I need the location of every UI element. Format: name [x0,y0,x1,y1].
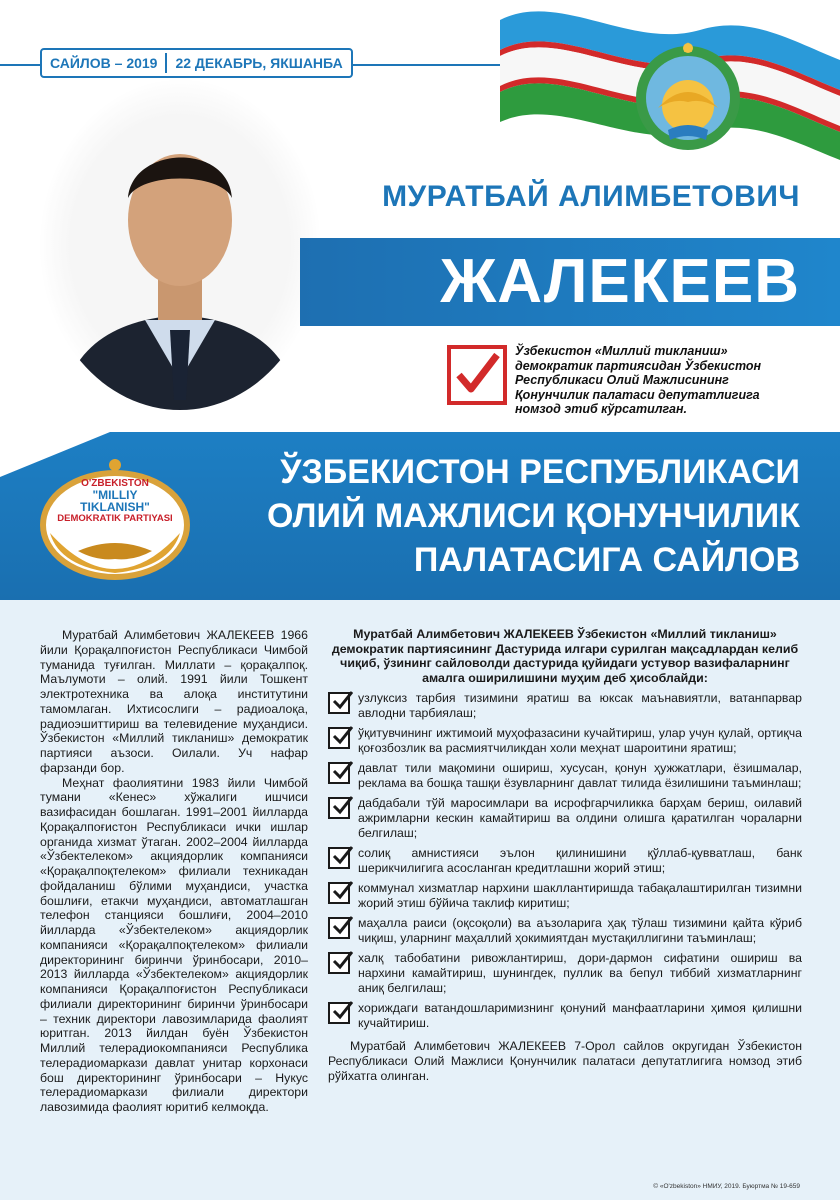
election-date: 22 ДЕКАБРЬ, ЯКШАНБА [175,55,343,71]
candidate-portrait [40,80,320,410]
check-icon [328,692,350,714]
biography-paragraph: Муратбай Алимбетович ЖАЛЕКЕЕВ 1966 йили Қорақалпоғистон Республикаси Чимбой туманида туғилган. Миллати – қорақалпоқ. Маълумоти – олий. 1991 йили Тошкент электротехника ва алоқа институтини тамомлаган. Ихтисослиги – радиоалоқа, радиоэшиттириш ва телевидение муҳандиси. Ўзбекистон «Миллий тикланиш» демократик партияси аъзоси. Оилали. Уч нафар фарзанди бор. [40,628,308,775]
program-item-text: хориждаги ватандошларимизнинг қонуний манфаатларини ҳимоя қилишни кучайтириш. [358,1001,802,1030]
program-item-text: солиқ амнистияси эълон қилинишини қўллаб-қувватлаш, банк шерикчилигига асосланган кредитлашни жорий этиш; [358,846,802,875]
party-logo-line1: O'ZBEKISTON [81,478,149,489]
registration-statement: Муратбай Алимбетович ЖАЛЕКЕЕВ 7-Орол сайлов округидан Ўзбекистон Республикаси Олий Мажлиси Қонунчилик палатаси депутатлигига номзод этиб рўйхатга олинган. [328,1039,802,1083]
program-item [328,881,802,911]
candidate-surname: ЖАЛЕКЕЕВ [440,247,800,316]
election-title-line3: ПАЛАТАСИГА САЙЛОВ [413,541,800,579]
program-item [328,796,802,841]
program-item-text: дабдабали тўй маросимлари ва исрофгарчиликка барҳам бериш, оилавий ажримларни кескин камайтириш ва олдини олишга қаратилган чораларни белгилаш; [358,796,802,840]
party-logo-line3: TIKLANISH" [80,500,150,514]
print-imprint: © «O'zbekiston» НМИУ, 2019. Буюртма № 19-659 [653,1183,800,1190]
program-item-text: ўқитувчининг ижтимоий муҳофазасини кучайтириш, улар учун қулай, ортиқча қоғозбозлик ва расмиятчиликдан холи меҳнат шароитини яратиш; [358,726,802,755]
program-item [328,691,802,721]
program-item [328,726,802,756]
check-icon [328,727,350,749]
candidate-first-names: МУРАТБАЙ АЛИМБЕТОВИЧ [382,180,800,213]
program-column [328,627,802,1084]
program-item-text: коммунал хизматлар нархини шакллантиришда табақалаштирилган тизимни жорий этиш бўйича таклиф киритиш; [358,881,802,910]
check-icon [328,952,350,974]
ballot-check-icon [447,345,507,405]
nomination-statement: Ўзбекистон «Миллий тикланиш» демократик партиясидан Ўзбекистон Республикаси Олий Мажлисининг Қонунчилик палатаси депутатлигига номзод этиб кўрсатилган. [515,344,762,416]
check-icon [328,797,350,819]
program-item [328,761,802,791]
party-logo-line2: "MILLIY [92,488,138,502]
check-icon [328,882,350,904]
program-item [328,1001,802,1031]
program-item [328,916,802,946]
portrait-figure [40,80,320,410]
election-date-badge [40,48,353,78]
party-logo-icon [30,455,200,595]
program-intro: Муратбай Алимбетович ЖАЛЕКЕЕВ Ўзбекистон «Миллий тикланиш» демократик партиясининг Дастурида илгари сурилган мақсадлардан келиб чиқиб, ўзининг сайловолди дастурида қуйидаги устувор вазифаларнинг амалга оширилишини муҳим деб ҳисоблайди: [331,627,799,685]
biography-column [40,628,308,1115]
check-icon [328,1002,350,1024]
check-icon [328,917,350,939]
party-logo-text [30,478,200,524]
election-title [220,450,800,582]
check-mark-icon [451,349,503,401]
party-logo-line4: DEMOKRATIK PARTIYASI [57,513,173,524]
program-item-text: давлат тили мақомини ошириш, хусусан, қонун ҳужжатлари, ёзишмалар, реклама ва бошқа ташқи ёзувларнинг давлат тилида ёзилишини таъминлаш; [358,761,802,790]
program-item [328,951,802,996]
biography-paragraph: Меҳнат фаолиятини 1983 йили Чимбой тумани «Кенес» хўжалиги ишчиси вазифасидан бошлаган. 1991–2001 йилларда Қорақалпоғистон Республикаси ички ишлар органида хизмат ўтаган. 2002–2004 йилларда «Ўзбектелеком» акциядорлик компанияси «Қорақалпоқтелеком» филиали техникадан фойдаланиш бўлими муҳандиси, участка бошлиғи, етакчи муҳандиси, автоматлашган телефон станцияси бошлиғи, 2004–2010 йилларда «Ўзбектелеком» акциядорлик компанияси «Қорақалпоқтелеком» филиали директорининг биринчи ўринбосари, 2010–2013 йилларда «Ўзбектелеком» акциядорлик компанияси Қорақалпоғистон Республикаси филиали директорининг биринчи ўринбосари – техник директори лавозимларида фаолият юритган. 2013 йилдан буён Ўзбекистон Миллий телерадиокомпанияси Республика телерадиомаркази давлат унитар корхонаси бош директорининг ўринбосари – Нукус телерадиомаркази филиали директори лавозимида фаолият юритиб келмоқда. [40,775,308,1114]
election-title-line1: ЎЗБЕКИСТОН РЕСПУБЛИКАСИ [280,453,800,491]
program-item-text: маҳалла раиси (оқсоқоли) ва аъзоларига ҳақ тўлаш тизимини қайта кўриб чиқиш, уларнинг маҳаллий ҳокимиятдан мустақиллигини таъминлаш; [358,916,802,945]
state-emblem-icon [628,36,748,156]
election-label: САЙЛОВ – 2019 [50,55,158,71]
program-item-text: халқ табобатини ривожлантириш, дори-дармон сифатини ошириш ва нархини камайтириш, шунингдек, пуллик ва бепул тиббий хизматларнинг аниқ белгилаш; [358,951,802,995]
program-item-text: узлуксиз тарбия тизимини яратиш ва юксак маънавиятли, ватанпарвар авлодни тарбиялаш; [358,691,802,720]
check-icon [328,847,350,869]
election-title-line2: ОЛИЙ МАЖЛИСИ ҚОНУНЧИЛИК [267,497,800,535]
program-item [328,846,802,876]
check-icon [328,762,350,784]
